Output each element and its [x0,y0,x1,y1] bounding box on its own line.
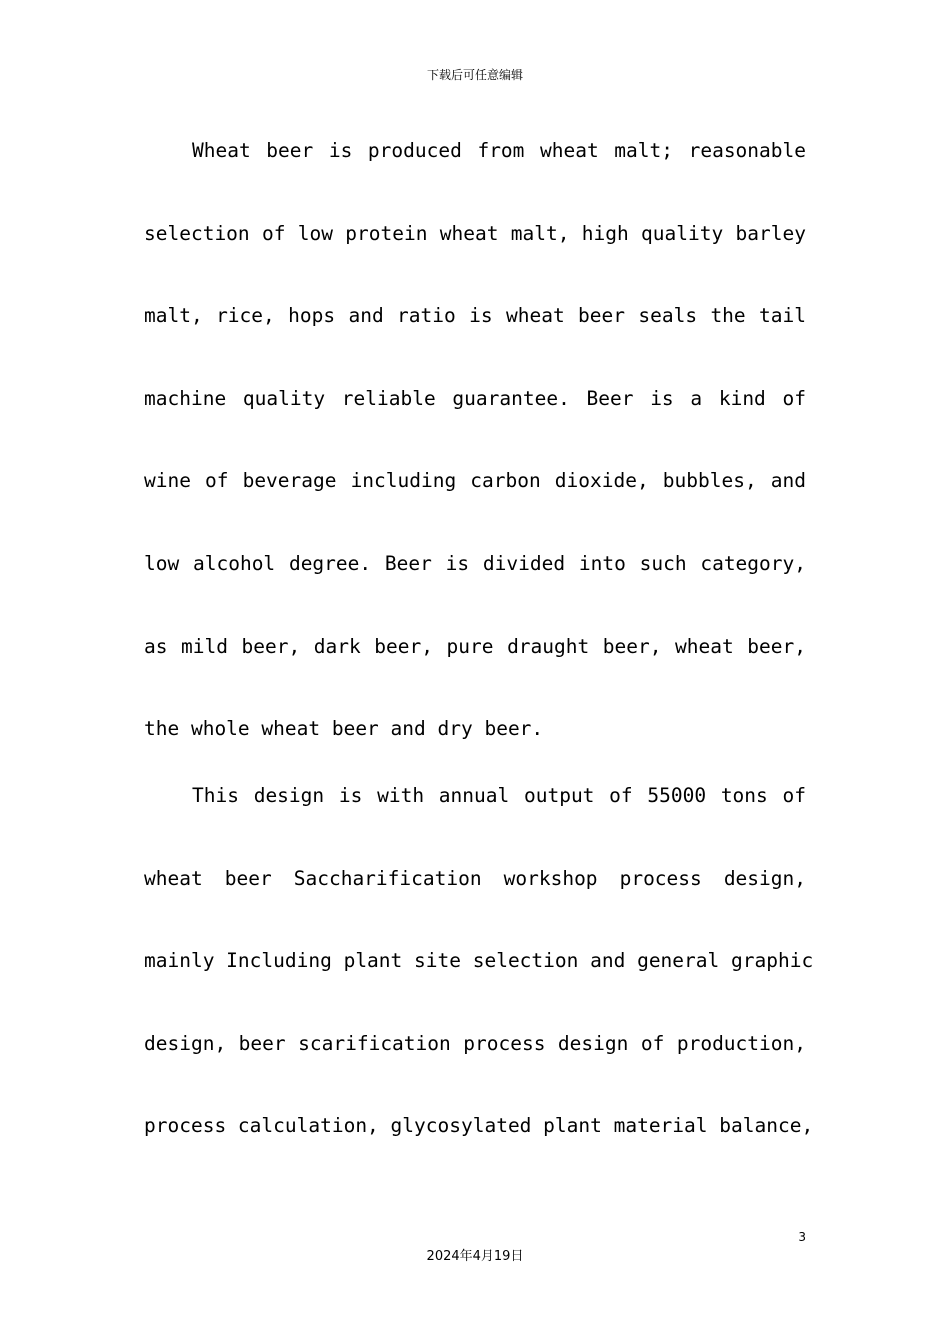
paragraph-1-line-5: wine of beverage including carbon dioxide, bubbles, and [144,469,806,492]
paragraph-2-line-4: design, beer scarification process design of production, [144,1032,806,1055]
paragraph-1-line-3: malt, rice, hops and ratio is wheat beer seals the tail [144,304,806,327]
page-number: 3 [798,1230,806,1244]
paragraph-1-line-7: as mild beer, dark beer, pure draught beer, wheat beer, [144,635,806,658]
paragraph-2-line-1: This design is with annual output of 55000 tons of [192,784,806,807]
paragraph-1-line-4: machine quality reliable guarantee. Beer is a kind of [144,387,806,410]
paragraph-1-line-8: the whole wheat beer and dry beer. [144,717,544,740]
paragraph-1-line-6: low alcohol degree. Beer is divided into such category, [144,552,806,575]
paragraph-2-line-2: wheat beer Saccharification workshop process design, [144,867,806,890]
page-date: 2024年4月19日 [426,1249,524,1264]
paragraph-1-line-1: Wheat beer is produced from wheat malt; reasonable [192,139,806,162]
paragraph-2-line-3: mainly Including plant site selection and general graphic [144,949,814,972]
paragraph-2-line-5: process calculation, glycosylated plant material balance, [144,1114,814,1137]
page-header: 下载后可任意编辑 [426,68,523,82]
paragraph-1-line-2: selection of low protein wheat malt, high quality barley [144,222,806,245]
